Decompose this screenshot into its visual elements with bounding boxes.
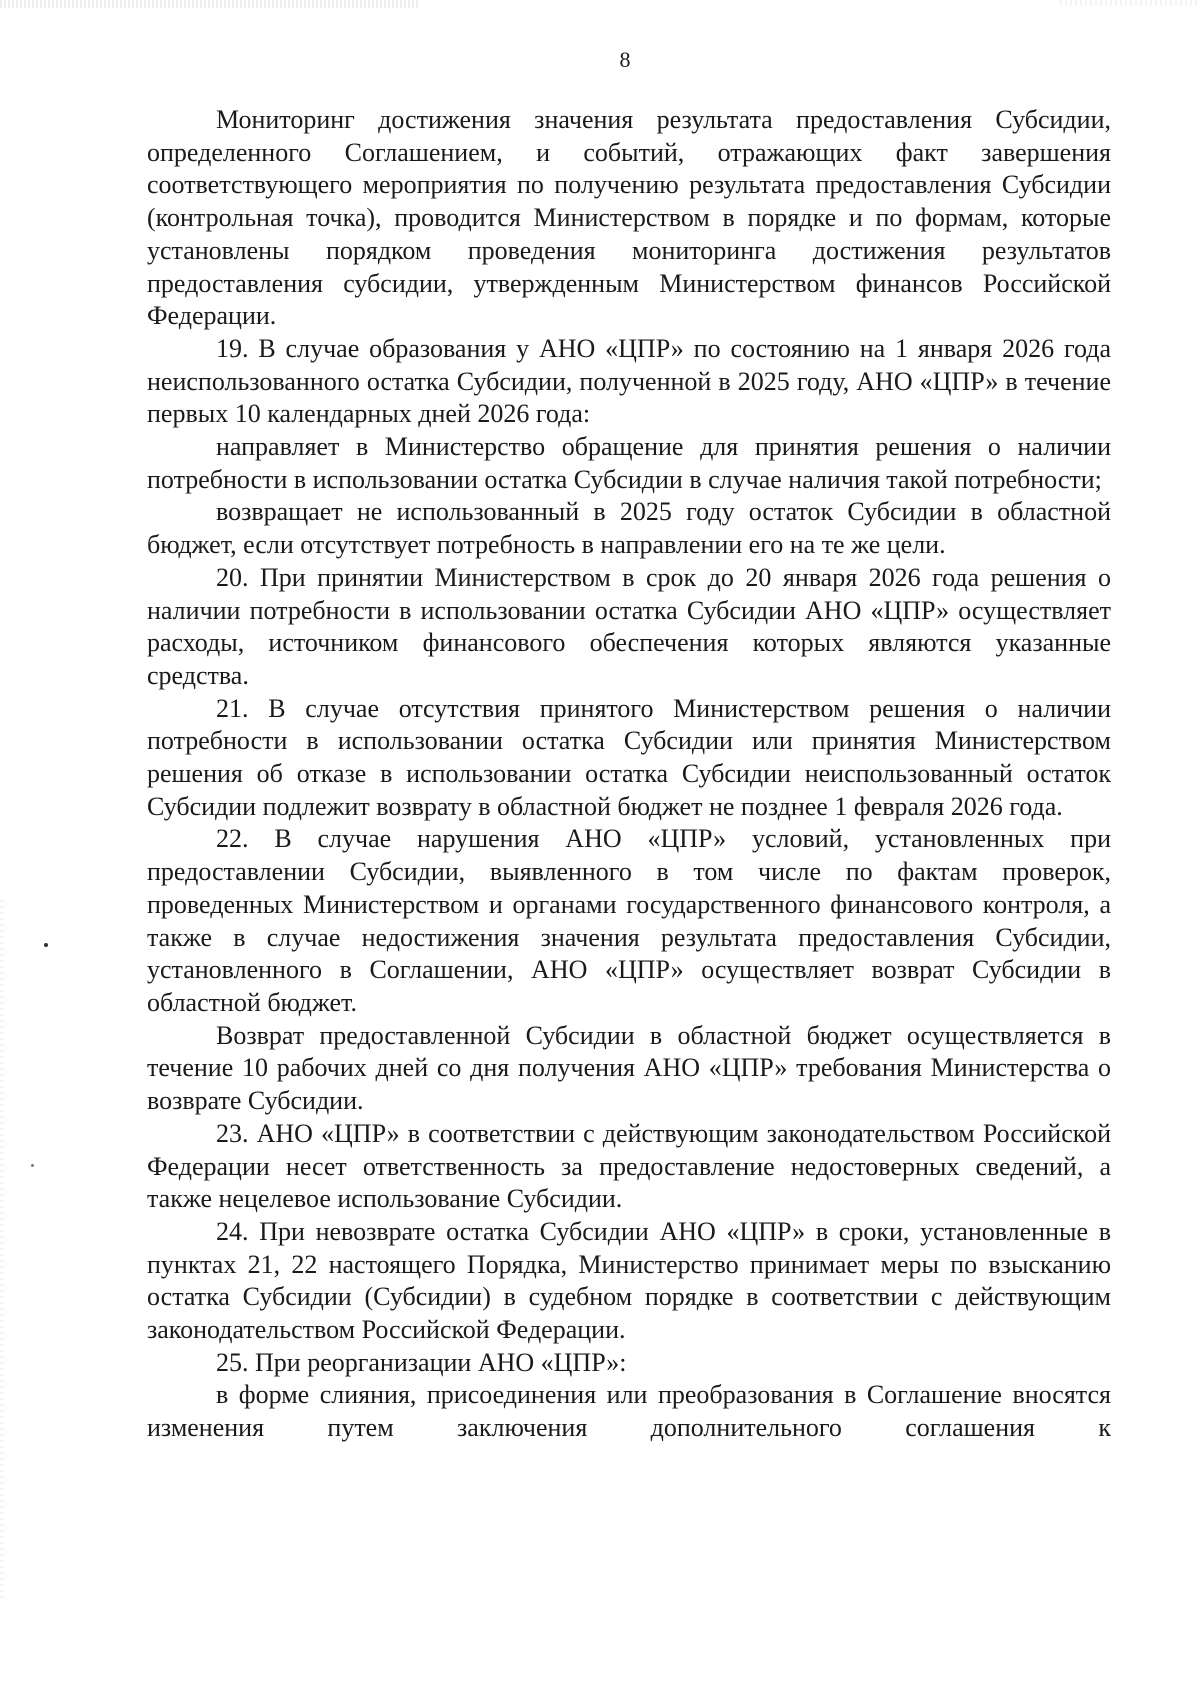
scan-speck	[44, 943, 48, 947]
paragraph-24: 24. При невозврате остатка Субсидии АНО «ЦПР» в сроки, установленные в пунктах 21, 22 настоящего Порядка, Министерство принимает меры по взысканию остатка Субсидии (Субсидии) в судебном порядке в соответствии с действующим законодательством Российской Федерации.	[147, 1216, 1111, 1345]
paragraph-22-return: Возврат предоставленной Субсидии в областной бюджет осуществляется в течение 10 рабочих дней со дня получения АНО «ЦПР» требования Министерства о возврате Субсидии.	[147, 1020, 1111, 1116]
paragraph-19: 19. В случае образования у АНО «ЦПР» по состоянию на 1 января 2026 года неиспользованного остатка Субсидии, полученной в 2025 году, АНО «ЦПР» в течение первых 10 календарных дней 2026 года:	[147, 333, 1111, 429]
scan-artifact-left-edge	[0, 900, 4, 1600]
document-body	[147, 104, 1111, 1445]
paragraph-22: 22. В случае нарушения АНО «ЦПР» условий, установленных при предоставлении Субсидии, выявленного в том числе по фактам проверок, проведенных Министерством и органами государственного финансового контроля, а также в случае недостижения значения результата предоставления Субсидии, установленного в Соглашении, АНО «ЦПР» осуществляет возврат Субсидии в областной бюджет.	[147, 824, 1111, 1017]
paragraph-19-item-2: возвращает не использованный в 2025 году остаток Субсидии в областной бюджет, если отсутствует потребность в направлении его на те же цели.	[147, 497, 1111, 560]
scan-artifact-top-right	[1060, 0, 1200, 6]
paragraph-25-item-1: в форме слияния, присоединения или преобразования в Соглашение вносятся изменения путем заключения дополнительного соглашения к	[147, 1380, 1111, 1443]
paragraph-monitoring: Мониторинг достижения значения результата предоставления Субсидии, определенного Соглашением, и событий, отражающих факт завершения соответствующего мероприятия по получению результата предоставления Субсидии (контрольная точка), проводится Министерством в порядке и по формам, которые установлены порядком проведения мониторинга достижения результатов предоставления субсидии, утвержденным Министерством финансов Российской Федерации.	[147, 105, 1111, 331]
paragraph-21: 21. В случае отсутствия принятого Министерством решения о наличии потребности в использовании остатка Субсидии или принятия Министерством решения об отказе в использовании остатка Субсидии неиспользованный остаток Субсидии подлежит возврату в областной бюджет не позднее 1 февраля 2026 года.	[147, 693, 1111, 821]
scan-speck	[31, 1164, 34, 1167]
paragraph-23: 23. АНО «ЦПР» в соответствии с действующим законодательством Российской Федерации несет ответственность за предоставление недостоверных сведений, а также нецелевое использование Субсидии.	[147, 1118, 1111, 1214]
paragraph-25: 25. При реорганизации АНО «ЦПР»:	[216, 1347, 627, 1377]
scan-artifact-top-left	[0, 0, 420, 8]
paragraph-19-item-1: направляет в Министерство обращение для принятия решения о наличии потребности в использовании остатка Субсидии в случае наличия такой потребности;	[147, 432, 1111, 494]
paragraph-20: 20. При принятии Министерством в срок до 20 января 2026 года решения о наличии потребности в использовании остатка Субсидии АНО «ЦПР» осуществляет расходы, источником финансового обеспечения которых являются указанные средства.	[147, 562, 1111, 690]
page-number: 8	[619, 47, 631, 72]
